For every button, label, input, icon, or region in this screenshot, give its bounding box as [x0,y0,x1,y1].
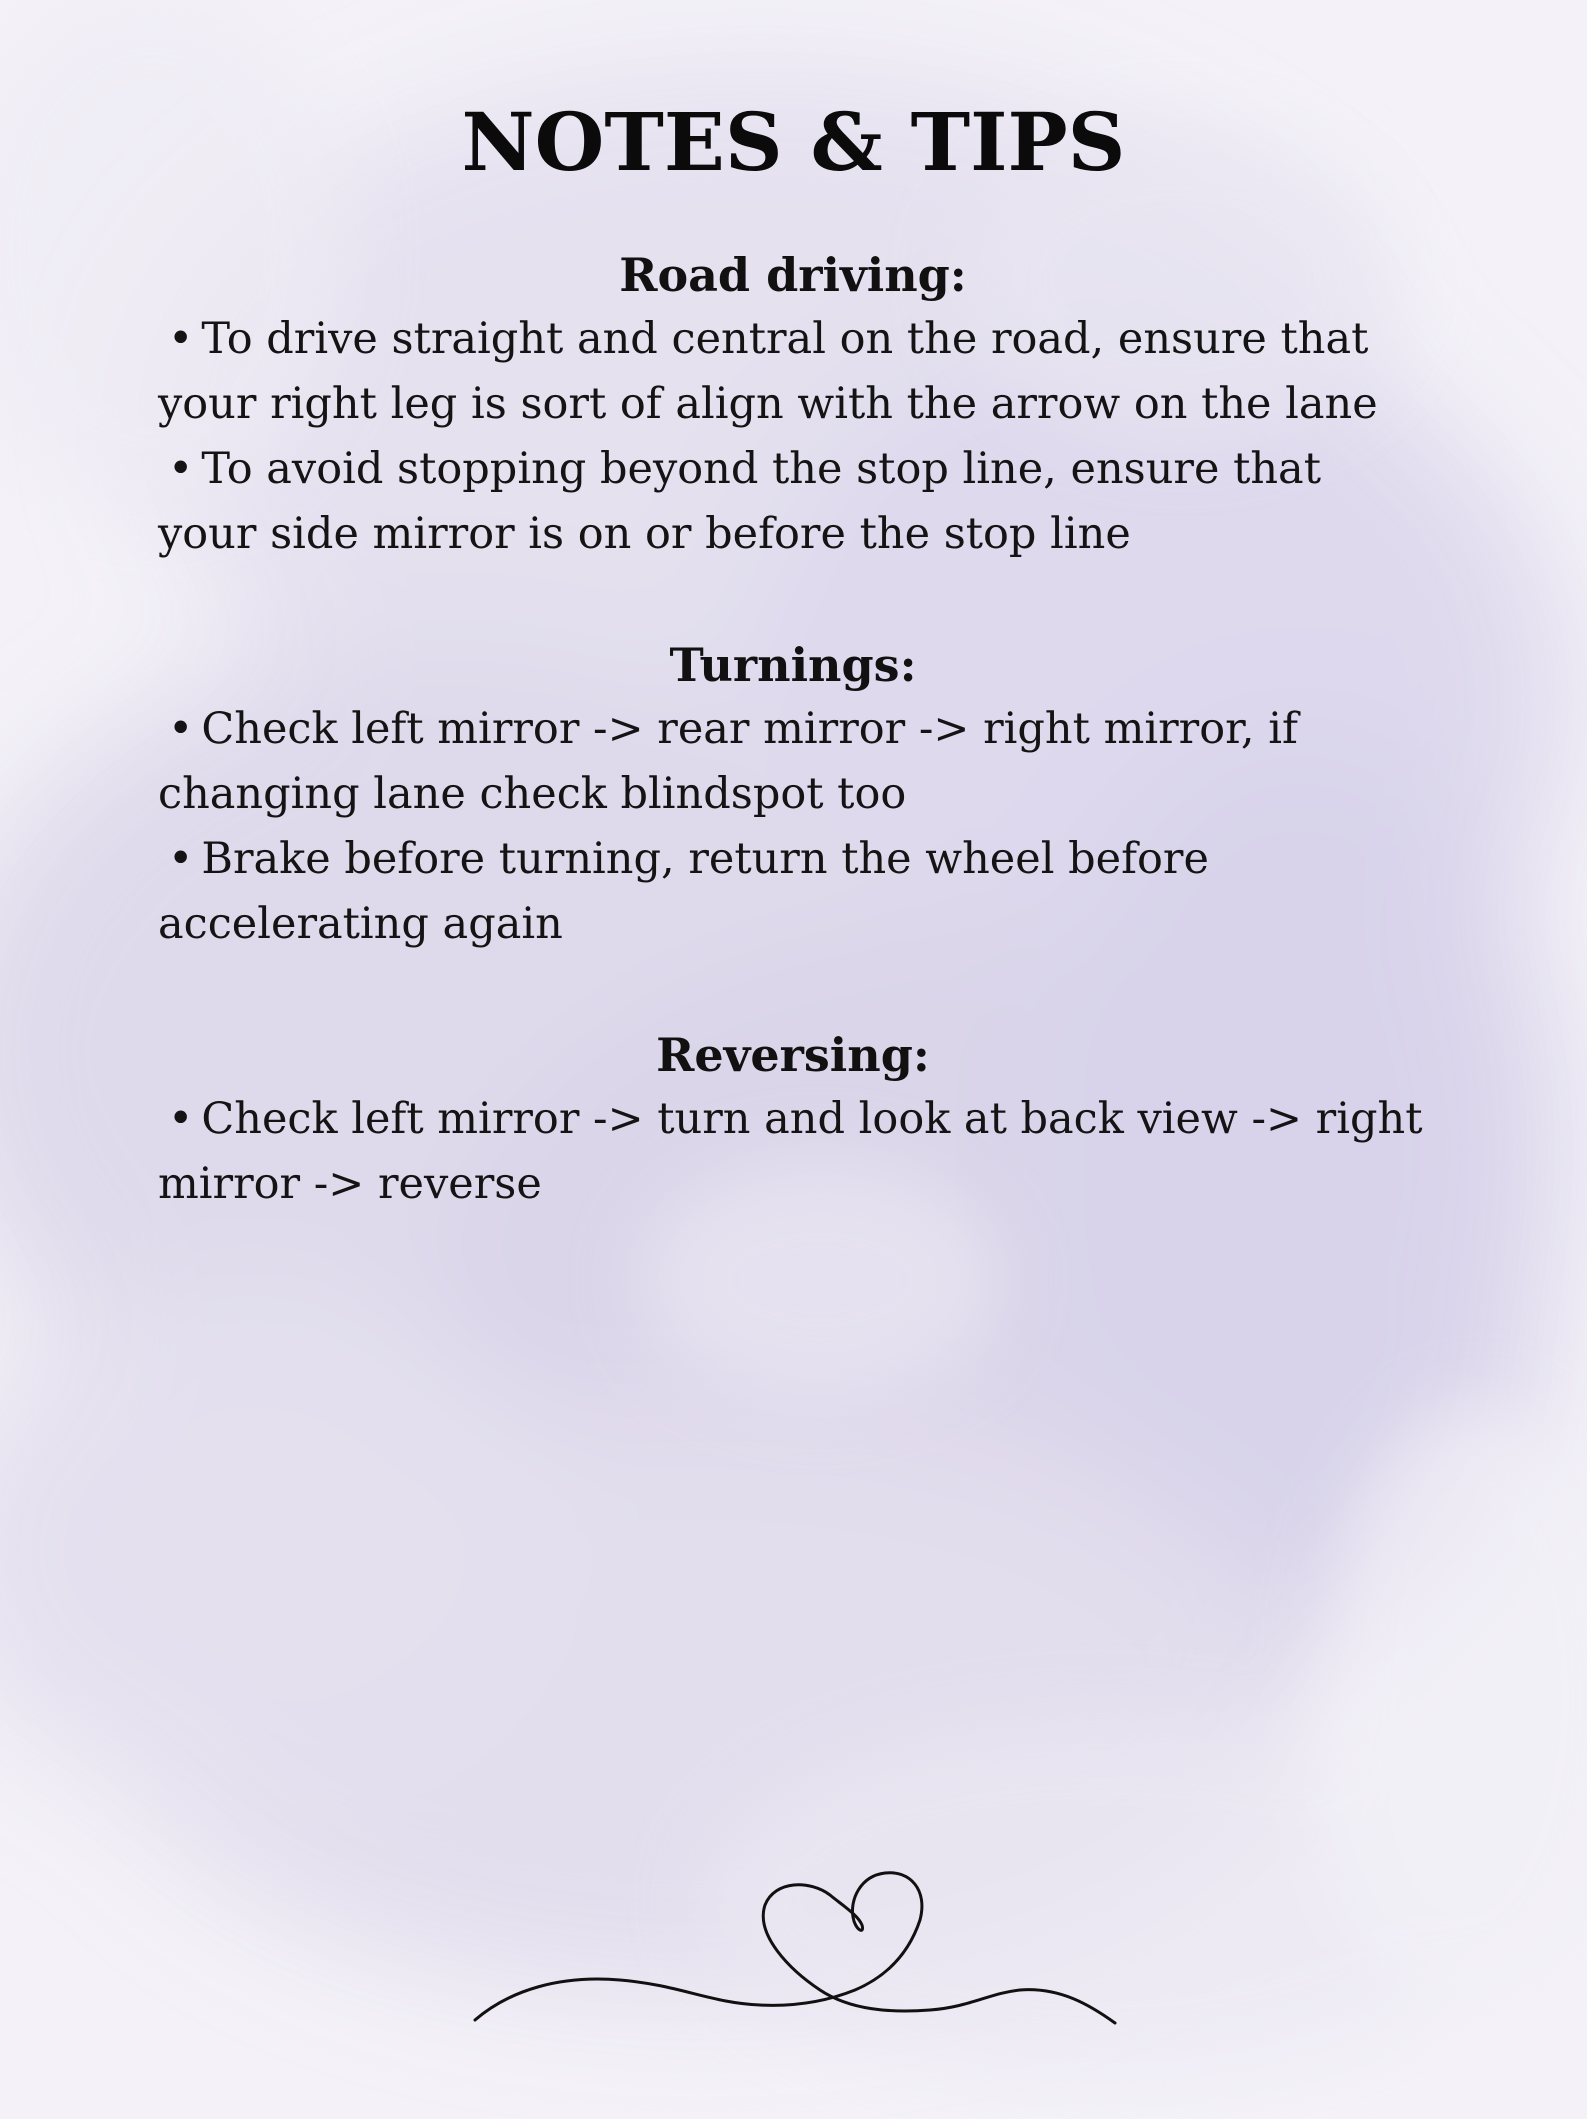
list-item-text: To drive straight and central on the road, ensure that your right leg is sort of align with the arrow on the lane [158,314,1378,429]
list-item [158,697,1428,827]
list-item-text: Check left mirror -> rear mirror -> right mirror, if changing lane check blindspot too [158,704,1298,819]
page-title: NOTES & TIPS [461,95,1126,189]
list-item [158,307,1428,437]
section-turnings [158,633,1428,957]
list-item [158,437,1428,567]
list-item-text: Check left mirror -> turn and look at back view -> right mirror -> reverse [158,1094,1423,1209]
section-road-driving [158,243,1428,567]
bullet-icon: • [168,1094,194,1144]
bullet-icon: • [168,834,194,884]
list-item-text: To avoid stopping beyond the stop line, ensure that your side mirror is on or before the stop line [158,444,1321,559]
list-item [158,827,1428,957]
section-heading: Reversing: [656,1028,930,1082]
bullet-icon: • [168,444,194,494]
heart-flourish-icon [470,1865,1120,2035]
list-item [158,1087,1428,1217]
section-heading: Road driving: [619,248,967,302]
bullet-icon: • [168,704,194,754]
list-item-text: Brake before turning, return the wheel before accelerating again [158,834,1209,949]
section-reversing [158,1023,1428,1217]
section-heading: Turnings: [669,638,917,692]
bullet-icon: • [168,314,194,364]
